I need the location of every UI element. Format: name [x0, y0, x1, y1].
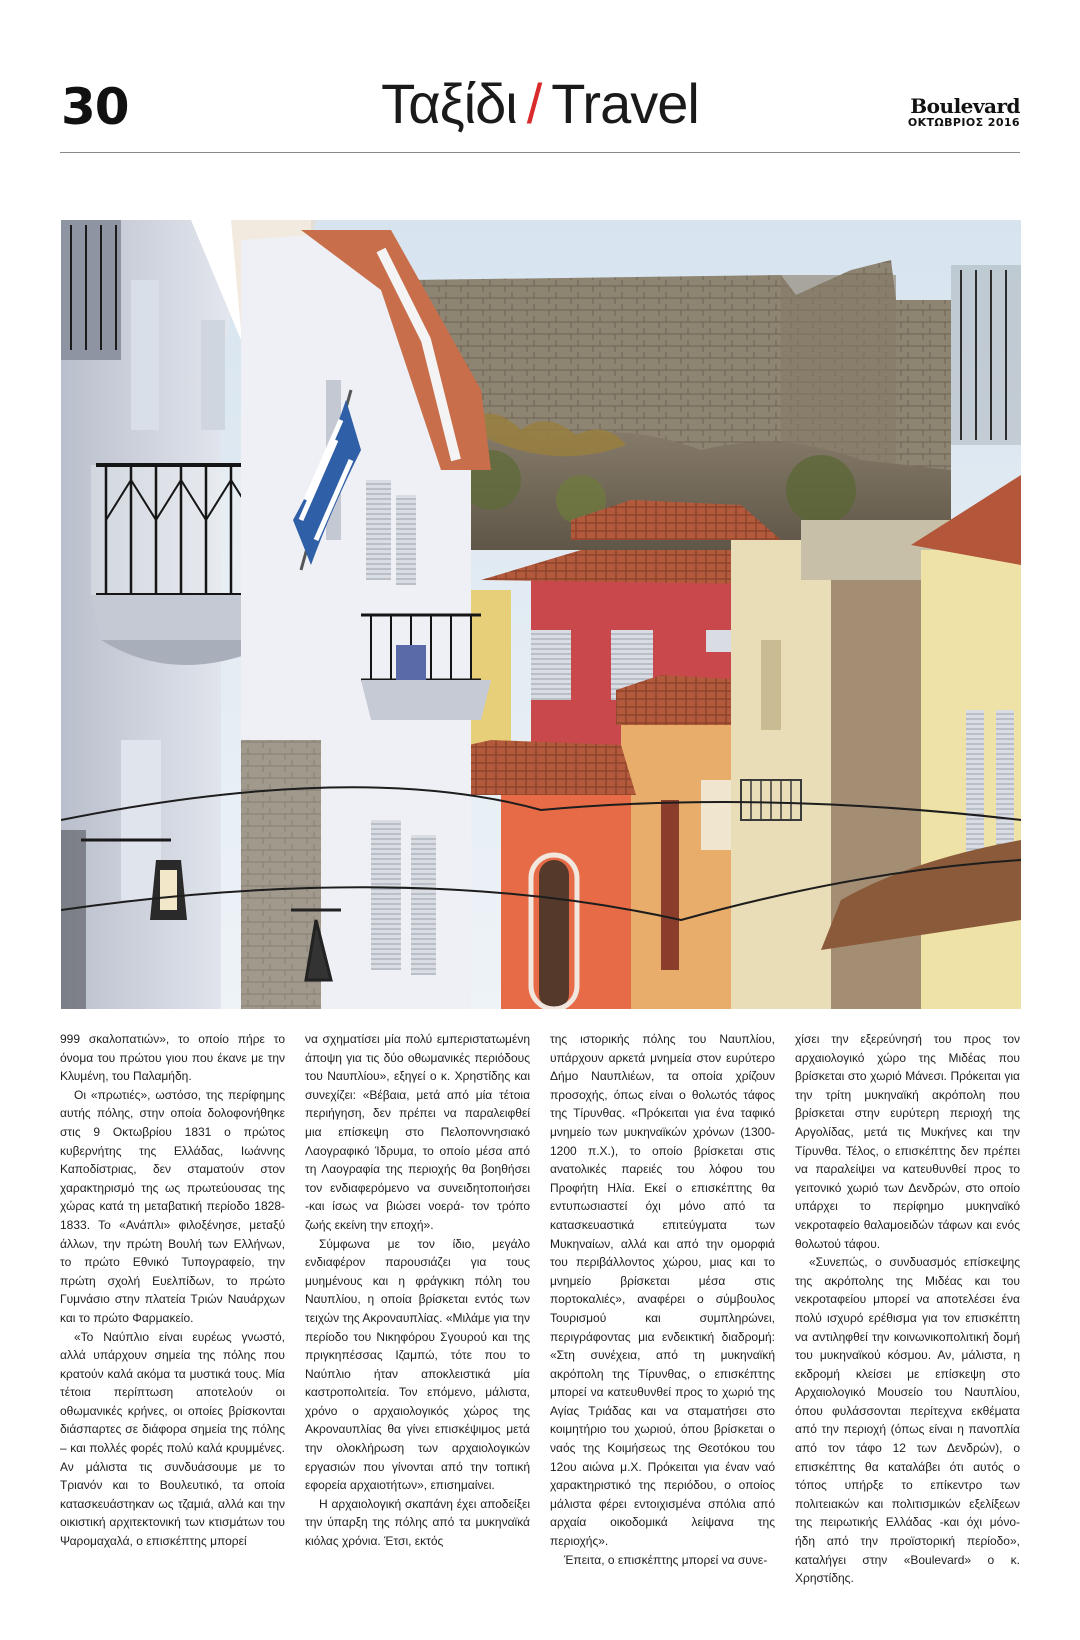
page-number: 30 — [61, 78, 129, 136]
article-body — [60, 1030, 1020, 1620]
paragraph: 999 σκαλοπατιών», το οποίο πήρε το όνομα του πρώτου γιου που έκανε με την Κλυμένη, του Παλαμήδη. — [60, 1032, 285, 1084]
article-column-1 — [60, 1030, 285, 1620]
paragraph: Η αρχαιολογική σκαπάνη έχει αποδείξει την ύπαρξη της πόλης από τα μυκηναϊκά κιόλας χρόνια. Έτσι, εκτός — [305, 1496, 530, 1549]
brand-logo: Boulevard — [910, 94, 1020, 118]
paragraph: «Το Ναύπλιο είναι ευρέως γνωστό, αλλά υπάρχουν σημεία της πόλης που κρατούν καλά ακόμα τα μυστικά τους. Μία τέτοια περίπτωση αποτελούν οι οθωμανικές κρήνες, οι οποίες βρίσκονται διάσπαρτες σε διάφορα σημεία της πόλης – και πολλές φορές πολύ καλά κρυμμένες. Αν μάλιστα τις συνδυάσουμε με το Τριανόν και το Βουλευτικό, τα οποία κατασκευάστηκαν ως τζαμιά, αλλά και την οικιστική αρχιτεκτονική των κτισμάτων του Ψαρομαχαλά, ο επισκέπτης μπορεί — [60, 1329, 285, 1549]
street-photo — [61, 220, 1021, 1009]
paragraph: χίσει την εξερεύνησή του προς τον αρχαιολογικό χώρο της Μιδέας που βρίσκεται στο χωριό Μάνεσι. Πρόκειται για την τρίτη μυκηναϊκή ακρόπολη που βρίσκεται στην ευρύτερη περιοχή της Αργολίδας, μετά τις Μυκήνες και την Τίρυνθα. Τέλος, ο επισκέπτης δεν πρέπει να παραλείψει να κατευθυνθεί προς το γειτονικό χωριό των Δενδρών, στο οποίο υπάρχει το περίφημο μυκηναϊκό νεκροταφείο θαλαμοειδών τάφων και ενός θολωτού τάφου. — [795, 1032, 1020, 1251]
paragraph: «Συνεπώς, ο συνδυασμός επίσκεψης της ακρόπολης της Μιδέας και του νεκροταφείου μπορεί να αποτελέσει ένα πολύ ισχυρό ερέθισμα για τον επισκέπτη να αντιληφθεί την κοινωνικοπολιτική δομή του μυκηναϊκού κόσμου. Αν, μάλιστα, η εκδρομή κλείσει με επίσκεψη στο Αρχαιολογικό Μουσείο του Ναυπλίου, όπου φυλάσσονται περίτεχνα εκθέματα από την περιοχή (όπως είναι η πανοπλία από τον τάφο 12 των Δενδρών), ο επισκέπτης θα καταλάβει ότι αυτός ο τόπος υπήρξε το επίκεντρο των πολιτειακών και πολιτισμικών εξελίξεων της πειρωτικής Ελλάδας -και όχι μόνο- ήδη από την προϊστορική περίοδο», καταλήγει στην «Boulevard» ο κ. Χρηστίδης. — [795, 1255, 1020, 1586]
header-rule — [60, 152, 1020, 153]
section-title — [60, 72, 1020, 136]
article-column-2 — [305, 1030, 530, 1620]
section-title-separator: / — [526, 72, 542, 135]
section-title-english: Travel — [551, 72, 699, 135]
masthead-brand — [908, 96, 1020, 130]
paragraph: να σχηματίσει μία πολύ εμπεριστατωμένη άποψη για τις δύο οθωμανικές περιόδους του Ναυπλίου», εξηγεί ο κ. Χρηστίδης και συνεχίζει: «Βέβαια, μετά από μία τέτοια περιήγηση, δεν πρέπει να παραλειφθεί μια επίσκεψη στο Πελοποννησιακό Λαογραφικό Ίδρυμα, το οποίο μέσα από τη Λαογραφία της περιοχής θα βοηθήσει τον ενδιαφερόμενο να συνειδητοποιήσει -και ίσως να βιώσει νοερά- τον τρόπο ζωής εκείνη την εποχή». — [305, 1032, 530, 1232]
paragraph: Έπειτα, ο επισκέπτης μπορεί να συνε- — [564, 1552, 768, 1567]
article-column-3 — [550, 1030, 775, 1620]
section-title-greek: Ταξίδι — [381, 72, 517, 135]
page-header — [60, 70, 1020, 154]
article-column-4 — [795, 1030, 1020, 1620]
paragraph: Οι «πρωτιές», ωστόσο, της περίφημης αυτής πόλης, στην οποία δολοφονήθηκε στις 9 Οκτωβρίου 1831 ο πρώτος κυβερνήτης της Ελλάδας, Ιωάννης Καποδίστριας, δεν σταματούν στον χαρακτηρισμό της ως πρωτεύουσας της χώρας κατά τη μεταβατική περίοδο 1828-1833. Το «Ανάπλι» φιλοξένησε, μεταξύ άλλων, την πρώτη Βουλή των Ελλήνων, το πρώτο Εθνικό Τυπογραφείο, την πρώτη σχολή Ευελπίδων, το πρώτο Γυμνάσιο στην πλατεία Τριών Ναυάρχων και το πρώτο Φαρμακείο. — [60, 1087, 285, 1325]
issue-date: ΟΚΤΩΒΡΙΟΣ 2016 — [907, 116, 1020, 129]
paragraph: της ιστορικής πόλης του Ναυπλίου, υπάρχουν αρκετά μνημεία στον ευρύτερο Δήμο Ναυπλιέων, τα οποία χρίζουν προσοχής, όπως είναι ο θολωτός τάφος της Τίρυνθας. «Πρόκειται για ένα ταφικό μνημείο των μυκηναϊκών χρόνων (1300-1200 π.Χ.), το οποίο βρίσκεται στις ανατολικές παρειές του λόφου του Προφήτη Ηλία. Εκεί ο επισκέπτης θα εντυπωσιαστεί όχι μόνο από τα κατασκευαστικά επιτεύγματα των Μυκηναίων, αλλά και από την ομορφιά του περιβάλλοντος χώρου, μιας και το μνημείο βρίσκεται μέσα στις πορτοκαλιές», αναφέρει ο σύμβουλος Τουρισμού και συμπληρώνει, περιγράφοντας μια ενδεικτική διαδρομή: «Στη συνέχεια, από τη μυκηναϊκή ακρόπολη της Τίρυνθας, ο επισκέπτης μπορεί να κατευθυνθεί προς το χωριό της Αγίας Τριάδας και να σταματήσει στο κοιμητήριο του χωριού, όπου βρίσκεται ο ναός της Κοιμήσεως της Θεοτόκου του 12ου αιώνα μ.Χ. Πρόκειται για έναν ναό χαρακτηριστικό της περιόδου, ο οποίος μάλιστα φέρει εντοιχισμένα σπόλια από αρχαία οικοδομικά λείψανα της περιοχής». — [550, 1032, 775, 1549]
paragraph: Σύμφωνα με τον ίδιο, μεγάλο ενδιαφέρον παρουσιάζει για τους μυημένους και η φράγκικη πόλη του Ναυπλίου, η οποία βρίσκεται εντός των τειχών της Ακροναυπλίας. «Μιλάμε για την περίοδο του Νικηφόρου Σγουρού και της πριγκηπέσσας Ιζαμπώ, τότε που το Ναύπλιο ήταν αποκλειστικά μία καστροπολιτεία. Τον επόμενο, μάλιστα, χρόνο ο αρχαιολογικός χώρος της Ακροναυπλίας θα γίνει επισκέψιμος μετά την ολοκλήρωση των αρχαιολογικών εργασιών που γίνονται από την τοπική εφορεία αρχαιοτήτων», επισημαίνει. — [305, 1236, 530, 1493]
